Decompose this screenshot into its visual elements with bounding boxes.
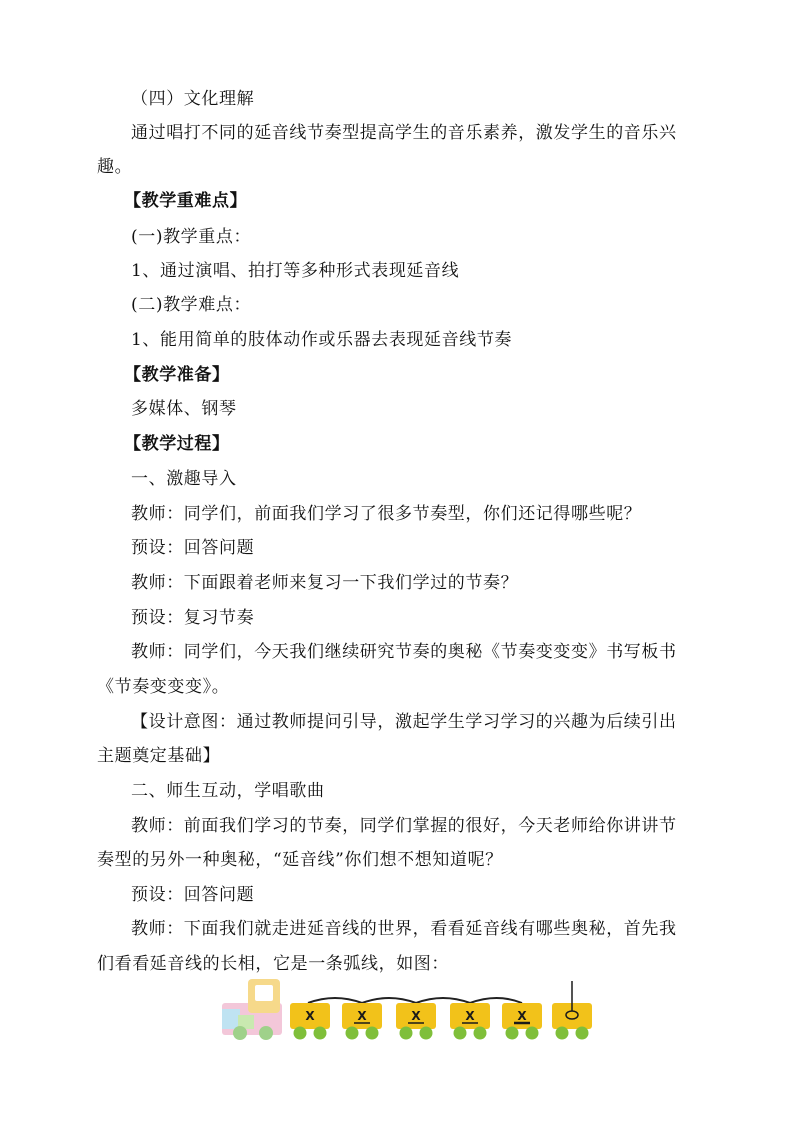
train-car [502,1003,542,1040]
train-car [342,1003,382,1040]
dialogue-line: 奏型的另外一种奥秘，“延音线”你们想不想知道呢？ [97,850,503,870]
tie-line-train-figure [218,975,593,1041]
subheading-intro: 一、激趣导入 [131,469,237,489]
note-symbol: X [305,1009,315,1023]
paragraph-line: 多媒体、钢琴 [131,399,237,419]
dialogue-line: 预设：复习节奏 [131,608,255,628]
section-heading-culture: （四）文化理解 [131,89,255,109]
subheading-difficult-points: (二)教学难点： [131,295,252,315]
note-symbol: X [357,1009,367,1023]
list-item: 1、通过演唱、拍打等多种形式表现延音线 [131,261,460,281]
train-car [290,1003,330,1040]
tie-arcs [308,998,522,1003]
dialogue-line: 教师：同学们，前面我们学习了很多节奏型，你们还记得哪些呢？ [131,504,642,524]
tie-arc [362,998,416,1003]
note-symbol: X [411,1009,421,1023]
dialogue-line: 《节奏变变变》。 [97,677,230,697]
heading-process: 【教学过程】 [124,434,230,454]
dialogue-line: 预设：回答问题 [131,538,255,558]
train-car [396,1003,436,1040]
dialogue-line: 教师：同学们，今天我们继续研究节奏的奥秘《节奏变变变》书写板书 [131,642,677,662]
design-intent-line: 主题奠定基础】 [97,746,221,766]
dialogue-line: 预设：回答问题 [131,885,255,905]
heading-teaching-focus: 【教学重难点】 [124,191,248,211]
train-car-last [552,981,592,1040]
list-item: 1、能用简单的肢体动作或乐器去表现延音线节奏 [131,330,513,350]
paragraph-line: 趣。 [97,157,133,177]
paragraph-line: 通过唱打不同的延音线节奏型提高学生的音乐素养，激发学生的音乐兴 [131,123,677,143]
locomotive-icon [222,979,282,1040]
subheading-key-points: (一)教学重点： [131,227,252,247]
dialogue-line: 们看看延音线的长相，它是一条弧线，如图： [97,954,449,974]
dialogue-line: 教师：下面跟着老师来复习一下我们学过的节奏？ [131,573,519,593]
train-car [450,1003,490,1040]
note-symbol: X [465,1009,475,1023]
tie-arc [308,998,362,1003]
heading-preparation: 【教学准备】 [124,365,230,385]
dialogue-line: 教师：前面我们学习的节奏，同学们掌握的很好，今天老师给你讲讲节 [131,816,677,836]
design-intent-line: 【设计意图：通过教师提问引导，激起学生学习学习的兴趣为后续引出 [131,712,677,732]
note-symbol: X [517,1009,527,1023]
tie-arc [416,998,470,1003]
subheading-interaction: 二、师生互动，学唱歌曲 [131,781,325,801]
tie-arc [470,998,522,1003]
dialogue-line: 教师：下面我们就走进延音线的世界，看看延音线有哪些奥秘，首先我 [131,919,677,939]
